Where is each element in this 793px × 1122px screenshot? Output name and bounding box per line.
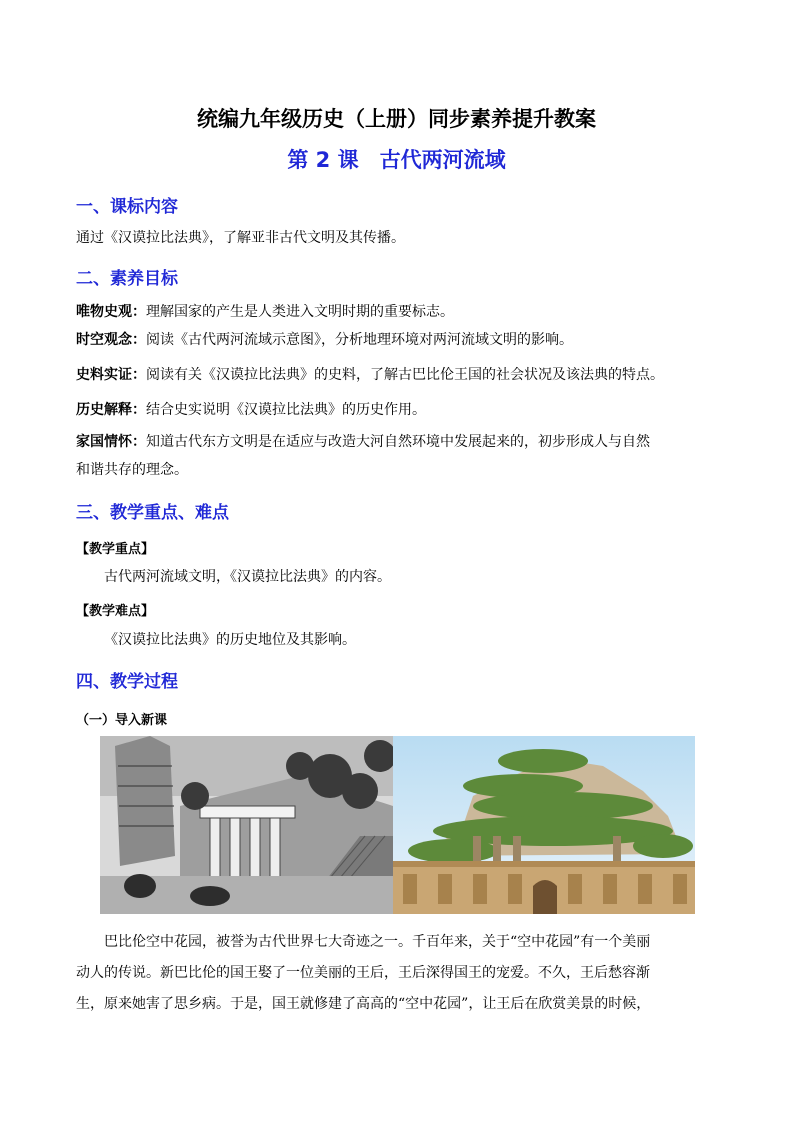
difficulty-label: 【教学难点】 xyxy=(76,604,155,619)
goal-label: 史料实证： xyxy=(76,367,146,383)
goal-text: 知道古代东方文明是在适应与改造大河自然环境中发展起来的，初步形成人与自然 xyxy=(146,434,650,450)
section-heading-3: 三、教学重点、难点 xyxy=(76,503,229,523)
goal-text: 阅读有关《汉谟拉比法典》的史料，了解古巴比伦王国的社会状况及该法典的特点。 xyxy=(146,367,664,383)
goal-label: 历史解释： xyxy=(76,402,146,418)
section-heading-4: 四、教学过程 xyxy=(76,672,178,692)
section-1-text: 通过《汉谟拉比法典》，了解亚非古代文明及其传播。 xyxy=(76,230,405,246)
section-heading-2: 二、素养目标 xyxy=(76,269,178,289)
difficulty-text: 《汉谟拉比法典》的历史地位及其影响。 xyxy=(104,632,356,648)
hanging-gardens-engraving-image xyxy=(100,736,393,914)
hanging-gardens-color-image xyxy=(393,736,695,914)
goal-text: 理解国家的产生是人类进入文明时期的重要标志。 xyxy=(146,304,454,320)
goal-text: 阅读《古代两河流域示意图》，分析地理环境对两河流域文明的影响。 xyxy=(146,332,573,348)
goal-item xyxy=(76,361,726,389)
intro-paragraph-line: 巴比伦空中花园，被誉为古代世界七大奇迹之一。千百年来，关于“空中花园”有一个美丽 xyxy=(104,934,651,950)
section-heading-1: 一、课标内容 xyxy=(76,197,178,217)
goal-item xyxy=(76,298,726,326)
intro-paragraph-line: 动人的传说。新巴比伦的国王娶了一位美丽的王后，王后深得国王的宠爱。不久，王后愁容渐 xyxy=(76,965,650,981)
goal-item xyxy=(76,428,726,456)
goal-label: 时空观念： xyxy=(76,332,146,348)
focus-label: 【教学重点】 xyxy=(76,542,155,557)
intro-paragraph-line: 生，原来她害了思乡病。于是，国王就修建了高高的“空中花园”，让王后在欣赏美景的时候， xyxy=(76,996,651,1012)
document-title: 统编九年级历史（上册）同步素养提升教案 xyxy=(197,107,596,131)
goal-label: 家国情怀： xyxy=(76,434,146,450)
goal-label: 唯物史观： xyxy=(76,304,146,320)
goal-item xyxy=(76,326,726,354)
goal-item-continued: 和谐共存的理念。 xyxy=(76,462,188,478)
lesson-title: 第 2 课 古代两河流域 xyxy=(287,148,506,172)
focus-text: 古代两河流域文明，《汉谟拉比法典》的内容。 xyxy=(104,569,391,585)
subsection-heading: （一）导入新课 xyxy=(76,713,168,728)
goal-text: 结合史实说明《汉谟拉比法典》的历史作用。 xyxy=(146,402,426,418)
goal-item xyxy=(76,396,726,424)
